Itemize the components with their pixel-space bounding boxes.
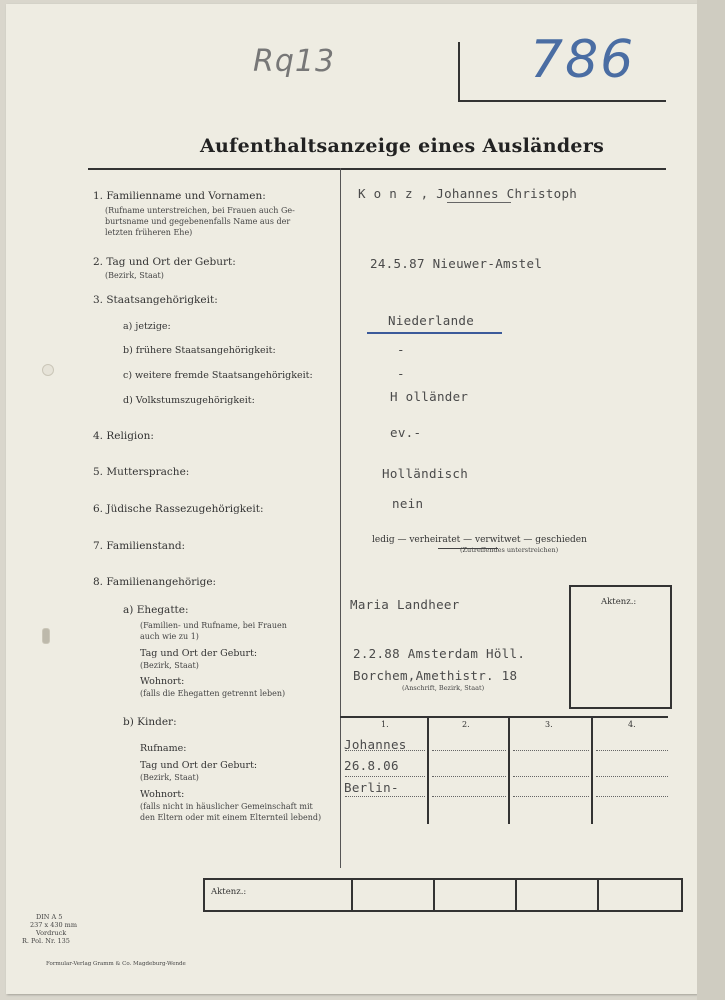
dotted-row [596,796,668,797]
dotted-row [513,796,589,797]
aktenz-cell-divider [351,880,353,910]
punch-hole-top [42,364,54,376]
children-col-divider [508,716,510,824]
field-2-label: 2. Tag und Ort der Geburt: [93,256,236,268]
residence-sub-note: (Anschrift, Bezirk, Staat) [402,684,485,692]
spouse-note: auch wie zu 1) [140,632,199,641]
field-1-note: burtsname und gegebenenfalls Name aus der [105,217,291,226]
field-2-value: 24.5.87 Nieuwer-Amstel [370,256,543,271]
aktenz-cell-divider [433,880,435,910]
field-1-note: (Rufname unterstreichen, bei Frauen auch Ge- [105,206,295,215]
spouse-birth-label: Tag und Ort der Geburt: [140,648,258,659]
field-3a-label: a) jetzige: [123,321,171,332]
blue-underline [367,332,502,334]
page-title: Aufenthaltsanzeige eines Ausländers [200,135,605,157]
field-3c-label: c) weitere fremde Staatsangehörigkeit: [123,370,313,381]
child-residence-label: Wohnort: [140,789,185,800]
field-7-label: 7. Familienstand: [93,540,186,552]
field-3a-value: Niederlande [388,313,475,328]
dotted-row [596,750,668,751]
field-3c-value: - [397,366,405,381]
child-rufname-label: Rufname: [140,743,187,754]
title-rule [88,168,666,170]
child-1-birth: 26.8.06 [344,758,399,773]
field-2-note: (Bezirk, Staat) [105,271,164,280]
aktenz-cell-divider [515,880,517,910]
number-box-left [458,42,460,100]
field-1-value: K o n z , Johannes Christoph [358,186,578,201]
spouse-label: a) Ehegatte: [123,604,189,616]
din-format: DIN A 5 [36,913,63,921]
field-6-label: 6. Jüdische Rassezugehörigkeit: [93,503,264,515]
spouse-birth-value: 2.2.88 Amsterdam Höll. [353,646,526,661]
dotted-row [345,796,425,797]
rufname-underline [447,202,511,203]
field-8-label: 8. Familienangehörige: [93,576,217,588]
aktenz-table [203,878,683,912]
field-5-label: 5. Muttersprache: [93,466,190,478]
marital-note: (Zutreffendes unterstreichen) [460,546,559,554]
blue-number: 786 [530,30,636,90]
marital-options: ledig — verheiratet — verwitwet — geschieden [372,535,587,545]
column-divider [340,168,341,868]
field-5-value: Holländisch [382,466,469,481]
field-4-label: 4. Religion: [93,430,154,442]
dotted-row [432,796,506,797]
child-birth-note: (Bezirk, Staat) [140,773,199,782]
spouse-birth-note: (Bezirk, Staat) [140,661,199,670]
child-col-1: 1. [381,720,389,729]
aktenz-table-label: Aktenz.: [211,887,247,897]
field-3b-value: - [397,342,405,357]
child-col-2: 2. [462,720,470,729]
dotted-row [345,776,425,777]
aktenz-photo-box [569,585,672,709]
dotted-row [513,750,589,751]
aktenz-cell-divider [597,880,599,910]
field-3-label: 3. Staatsangehörigkeit: [93,294,218,306]
spouse-residence-note: (falls die Ehegatten getrennt leben) [140,689,286,698]
field-4-value: ev.- [390,425,422,440]
child-birth-label: Tag und Ort der Geburt: [140,760,258,771]
page-edge [697,0,725,1000]
child-1-name: Johannes [344,737,407,752]
field-3d-value: H olländer [390,389,469,404]
field-6-value: nein [392,496,424,511]
child-residence-note: den Eltern oder mit einem Elternteil lebend) [140,813,322,822]
aktenz-box-label: Aktenz.: [601,597,637,607]
number-box-bottom [458,100,666,102]
child-residence-note: (falls nicht in häuslicher Gemeinschaft mit [140,802,313,811]
field-1-label: 1. Familienname und Vornamen: [93,190,266,202]
child-col-4: 4. [628,720,636,729]
punch-hole-mid [42,628,50,644]
din-size: 237 x 430 mm [30,921,78,929]
spouse-residence-value: Borchem,Amethistr. 18 [353,668,518,683]
dotted-row [596,776,668,777]
child-1-place: Berlin- [344,780,399,795]
dotted-row [513,776,589,777]
form-number: R. Pol. Nr. 135 [22,937,70,945]
children-col-divider [427,716,429,824]
children-label: b) Kinder: [123,716,177,728]
vordruck-label: Vordruck [36,929,67,937]
child-col-3: 3. [545,720,553,729]
children-table-top [340,716,668,718]
field-3d-label: d) Volkstumszugehörigkeit: [123,395,255,406]
dotted-row [432,750,506,751]
pencil-reference: Rq13 [253,44,336,79]
children-col-divider [591,716,593,824]
field-1-note: letzten früheren Ehe) [105,228,193,237]
dotted-row [432,776,506,777]
spouse-name-value: Maria Landheer [350,597,460,612]
spouse-note: (Familien- und Rufname, bei Frauen [140,621,287,630]
field-3b-label: b) frühere Staatsangehörigkeit: [123,345,276,356]
spouse-residence-label: Wohnort: [140,676,185,687]
publisher-line: Formular-Verlag Gramm & Co. Magdeburg-Wende [46,961,186,967]
